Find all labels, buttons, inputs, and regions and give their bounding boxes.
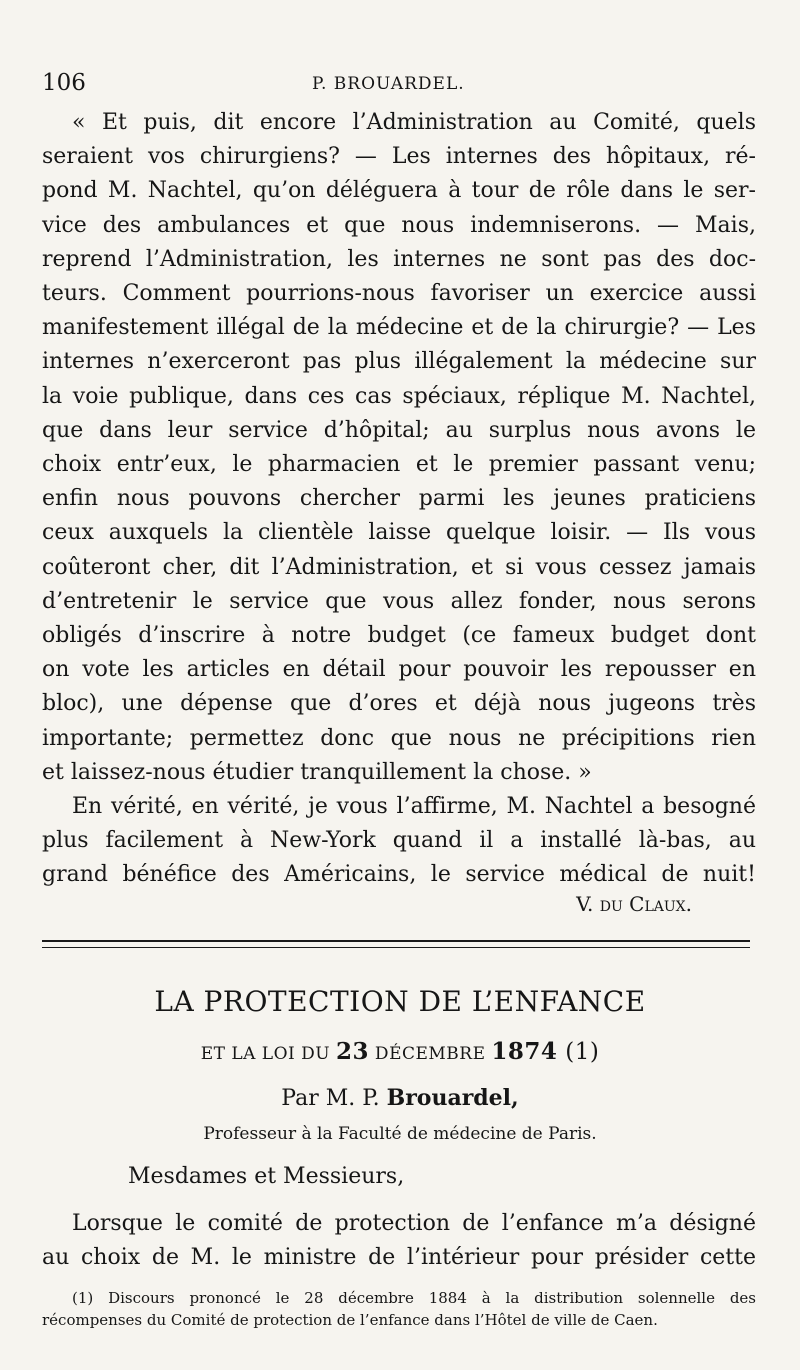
- section-title: LA PROTECTION DE L’ENFANCE: [154, 985, 646, 1018]
- subtitle-text: ET LA LOI DU: [200, 1044, 337, 1064]
- text-line: plus facilement à New-York quand il a installé là-bas, au: [42, 828, 756, 854]
- text-line: grand bénéfice des Américains, le service médical de nuit!: [42, 862, 756, 888]
- text-line: manifestement illégal de la médecine et de la chirurgie? — Les: [42, 315, 756, 341]
- text-line: d’entretenir le service que vous allez fonder, nous serons: [42, 588, 756, 614]
- running-head: P. BROUARDEL.: [312, 74, 465, 94]
- page-number: 106: [42, 70, 86, 96]
- author-prefix: Par M. P.: [281, 1086, 387, 1111]
- text-line: obligés d’inscrire à notre budget (ce fameux budget dont: [42, 623, 756, 649]
- footnote: [42, 1287, 756, 1331]
- article-body: [42, 106, 756, 893]
- section-divider-thin: [42, 947, 750, 948]
- article-signature: V. du Claux.: [576, 892, 692, 916]
- footnote-line: (1) Discours prononcé le 28 décembre 1884 à la distribution solennelle des: [72, 1289, 756, 1307]
- text-line: « Et puis, dit encore l’Administration au Comité, quels: [72, 110, 756, 135]
- text-line: importante; permettez donc que nous ne précipitions rien: [42, 725, 756, 751]
- text-line: coûteront cher, dit l’Administration, et si vous cessez jamais: [42, 554, 756, 580]
- text-line: que dans leur service d’hôpital; au surplus nous avons le: [42, 417, 756, 443]
- text-line: reprend l’Administration, les internes ne sont pas des doc-: [42, 246, 756, 272]
- text-line: au choix de M. le ministre de l’intérieur pour présider cette: [42, 1245, 756, 1270]
- subtitle-year: 1874: [491, 1038, 558, 1065]
- text-line: la voie publique, dans ces cas spéciaux, réplique M. Nachtel,: [42, 383, 756, 409]
- text-line: on vote les articles en détail pour pouvoir les repousser en: [42, 657, 756, 683]
- footnote-line: récompenses du Comité de protection de l’enfance dans l’Hôtel de ville de Caen.: [42, 1311, 658, 1329]
- section-subtitle: [42, 1038, 758, 1065]
- text-line: Lorsque le comité de protection de l’enfance m’a désigné: [72, 1211, 756, 1236]
- text-line: seraient vos chirurgiens? — Les internes des hôpitaux, ré-: [42, 144, 756, 170]
- author-affiliation: Professeur à la Faculté de médecine de Paris.: [203, 1124, 597, 1144]
- salutation: Mesdames et Messieurs,: [128, 1164, 405, 1189]
- subtitle-day: 23: [336, 1038, 370, 1065]
- text-line: teurs. Comment pourrions-nous favoriser un exercice aussi: [42, 281, 756, 307]
- author-line: [42, 1085, 758, 1111]
- footnote-ref: (1): [557, 1039, 600, 1065]
- subtitle-month: DÉCEMBRE: [369, 1044, 492, 1064]
- text-line: enfin nous pouvons chercher parmi les jeunes praticiens: [42, 486, 756, 512]
- text-line: ceux auxquels la clientèle laisse quelque loisir. — Ils vous: [42, 520, 756, 546]
- text-line: bloc), une dépense que d’ores et déjà nous jugeons très: [42, 691, 756, 717]
- text-line: vice des ambulances et que nous indemniserons. — Mais,: [42, 212, 756, 238]
- text-line: pond M. Nachtel, qu’on déléguera à tour de rôle dans le ser-: [42, 178, 756, 204]
- text-line: choix entr’eux, le pharmacien et le premier passant venu;: [42, 452, 756, 478]
- intro-paragraph: [42, 1207, 756, 1275]
- text-line: En vérité, en vérité, je vous l’affirme, M. Nachtel a besogné: [72, 794, 756, 820]
- author-name: Brouardel,: [386, 1085, 519, 1111]
- text-line: et laissez-nous étudier tranquillement la chose. »: [42, 759, 592, 785]
- text-line: internes n’exerceront pas plus illégalement la médecine sur: [42, 349, 756, 375]
- section-divider: [42, 940, 750, 942]
- page-header: [42, 70, 758, 104]
